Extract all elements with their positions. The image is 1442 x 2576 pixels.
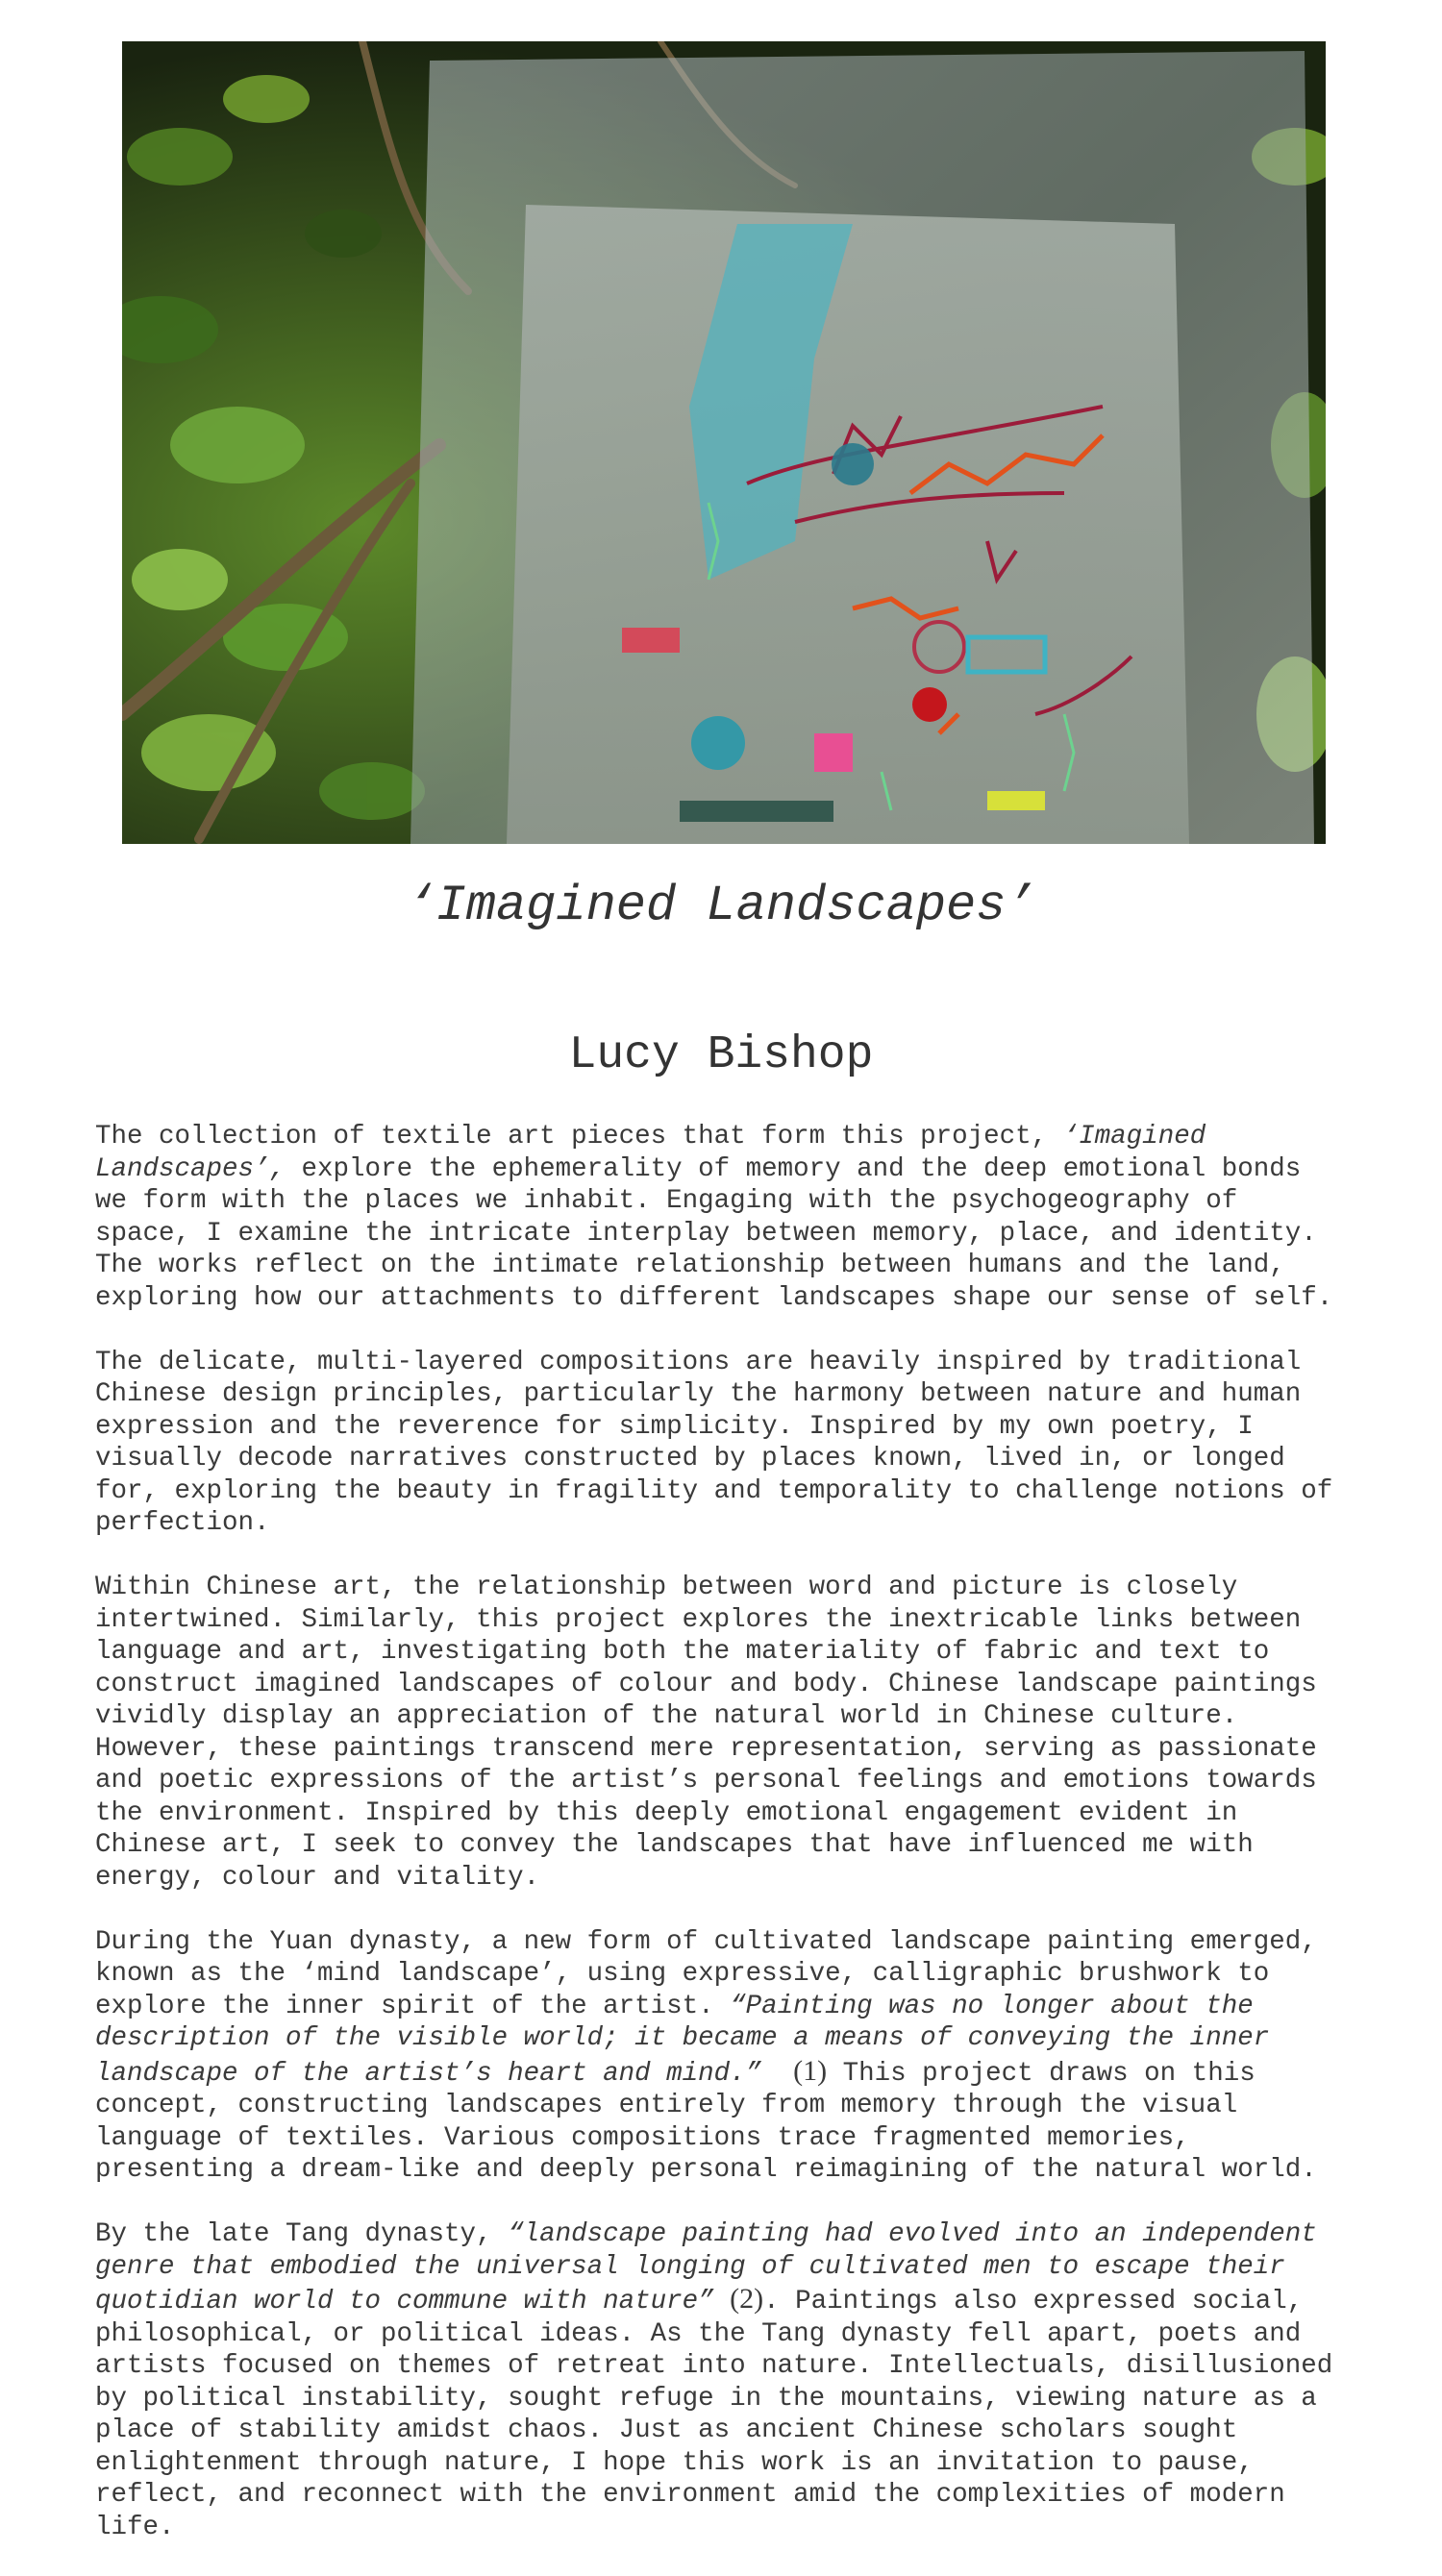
text-line: exploring how our attachments to different landscapes shape our sense of self. xyxy=(95,1282,1333,1313)
text-line: language and art, investigating both the materiality of fabric and text to xyxy=(95,1637,1270,1667)
text-line: we form with the places we inhabit. Engaging with the psychogeography of xyxy=(95,1186,1238,1216)
text-line: expression and the reverence for simplicity. Inspired by my own poetry, I xyxy=(95,1411,1254,1442)
text-line: artists focused on themes of retreat into nature. Intellectuals, disillusioned xyxy=(95,2351,1333,2381)
text-line: philosophical, or political ideas. As the Tang dynasty fell apart, poets and xyxy=(95,2318,1302,2349)
text-line: construct imagined landscapes of colour and body. Chinese landscape paintings xyxy=(95,1669,1317,1699)
quote-text: “landscape painting had evolved into an independent xyxy=(508,2219,1317,2249)
text-line: energy, colour and vitality. xyxy=(95,1862,540,1893)
text-line: visually decode narratives constructed by places known, lived in, or longed xyxy=(95,1444,1285,1474)
text-line: enlightenment through nature, I hope this work is an invitation to pause, xyxy=(95,2447,1254,2478)
text-line: life. xyxy=(95,2512,175,2542)
text-line: language of textiles. Various compositions trace fragmented memories, xyxy=(95,2122,1190,2153)
artist-name: Lucy Bishop xyxy=(568,1029,874,1081)
text-line: for, exploring the beauty in fragility and temporality to challenge notions of xyxy=(95,1475,1333,1506)
text-line: Chinese design principles, particularly the harmony between nature and human xyxy=(95,1379,1302,1409)
artist-statement xyxy=(95,1121,1364,2576)
text-line: explore the ephemerality of memory and the deep emotional bonds xyxy=(286,1153,1302,1184)
artwork-photo-illustration xyxy=(122,41,1326,844)
text-line-italic: Landscapes’, xyxy=(95,1153,286,1184)
text-line: This project draws on this xyxy=(827,2058,1256,2089)
text-line: By the late Tang dynasty, xyxy=(95,2219,509,2249)
quote-text: description of the visible world; it became a means of conveying the inner xyxy=(95,2023,1270,2053)
text-line: and poetic expressions of the artist’s personal feelings and emotions towards xyxy=(95,1766,1317,1796)
text-line: Within Chinese art, the relationship between word and picture is closely xyxy=(95,1573,1238,1602)
text-line: The collection of textile art pieces that form this project, xyxy=(95,1122,1063,1152)
statement-paragraph-5 xyxy=(95,2218,1364,2543)
footnote-reference-2: (2) xyxy=(730,2283,764,2315)
text-line: Chinese art, I seek to convey the landscapes that have influenced me with xyxy=(95,1830,1254,1860)
text-line: vividly display an appreciation of the natural world in Chinese culture. xyxy=(95,1701,1238,1731)
quote-text: quotidian world to commune with nature” xyxy=(95,2287,714,2316)
text-line: intertwined. Similarly, this project explores the inextricable links between xyxy=(95,1604,1302,1635)
text-line: known as the ‘mind landscape’, using expressive, calligraphic brushwork to xyxy=(95,1959,1270,1989)
quote-text: genre that embodied the universal longing of cultivated men to escape their xyxy=(95,2251,1285,2282)
quote-text: “Painting was no longer about the xyxy=(730,1991,1254,2021)
artwork-title: ‘Imagined Landscapes’ xyxy=(406,878,1036,934)
text-line: . Paintings also expressed social, xyxy=(763,2287,1304,2316)
text-line-italic: ‘Imagined xyxy=(1062,1122,1206,1152)
text-line: by political instability, sought refuge in the mountains, viewing nature as a xyxy=(95,2383,1317,2414)
text-line: concept, constructing landscapes entirely from memory through the visual xyxy=(95,2091,1238,2120)
text-line: space, I examine the intricate interplay between memory, place, and identity. xyxy=(95,1218,1317,1249)
text-line: explore the inner spirit of the artist. xyxy=(95,1991,731,2021)
footnote-reference-1: (1) xyxy=(793,2054,828,2087)
text-line: The delicate, multi-layered compositions are heavily inspired by traditional xyxy=(95,1347,1302,1377)
statement-paragraph-1 xyxy=(95,1121,1364,1314)
text-line: However, these paintings transcend mere representation, serving as passionate xyxy=(95,1733,1317,1764)
text-line: The works reflect on the intimate relationship between humans and the land, xyxy=(95,1251,1285,1280)
quote-text: landscape of the artist’s heart and mind.” xyxy=(95,2058,762,2089)
text-line: place of stability amidst chaos. Just as ancient Chinese scholars sought xyxy=(95,2415,1238,2445)
statement-paragraph-4 xyxy=(95,1926,1364,2187)
text-line: presenting a dream-like and deeply personal reimagining of the natural world. xyxy=(95,2155,1317,2185)
text-line: the environment. Inspired by this deeply emotional engagement evident in xyxy=(95,1797,1238,1828)
artwork-photo xyxy=(122,41,1326,844)
text-line: During the Yuan dynasty, a new form of cultivated landscape painting emerged, xyxy=(95,1926,1317,1957)
text-line: reflect, and reconnect with the environment amid the complexities of modern xyxy=(95,2480,1285,2510)
statement-paragraph-3 xyxy=(95,1572,1364,1894)
statement-paragraph-2 xyxy=(95,1347,1364,1540)
text-line: perfection. xyxy=(95,1508,270,1538)
